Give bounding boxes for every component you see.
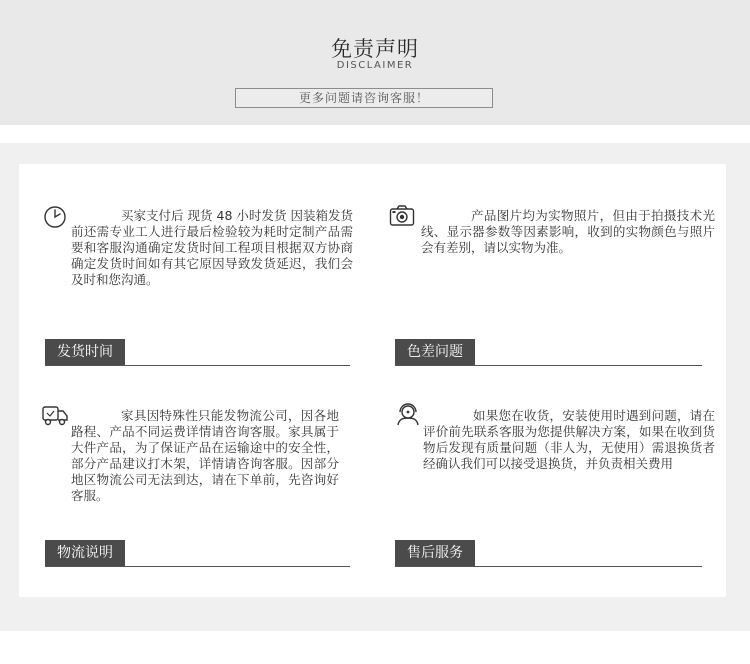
camera-icon xyxy=(389,204,415,228)
disclaimer-card xyxy=(19,164,726,597)
section-text: 买家支付后 现货 48 小时发货 因装箱发货前还需专业工人进行最后检验较为耗时定制产品需要和客服沟通确定发货时间工程项目根据双方协商确定发货时间如有其它原因导致发货延迟，我们会及时和您沟通。 xyxy=(71,208,353,287)
support-agent-icon xyxy=(395,402,421,426)
section-text: 家具因特殊性只能发物流公司，因各地路程、产品不同运费详情请咨询客服。家具属于大件产品，为了保证产品在运输途中的安全性，部分产品建议打木架，详情请咨询客服。因部分地区物流公司无法到达，请在下单前，先咨询好客服。 xyxy=(71,408,339,503)
section-tag: 色差问题 xyxy=(395,339,475,366)
section-tag: 物流说明 xyxy=(45,540,125,567)
page-subtitle: DISCLAIMER xyxy=(336,60,414,71)
section-text: 产品图片均为实物照片，但由于拍摄技术光线、显示器参数等因素影响，收到的实物颜色与照片会有差别，请以实物为准。 xyxy=(421,208,715,255)
divider xyxy=(395,566,702,567)
truck-icon xyxy=(41,403,69,427)
customer-service-notice: 更多问题请咨询客服！ xyxy=(235,88,493,108)
header-banner xyxy=(0,0,750,125)
section-tag: 发货时间 xyxy=(45,339,125,366)
page-title: 免责声明 xyxy=(331,37,419,61)
section-text: 如果您在收货，安装使用时遇到问题，请在评价前先联系客服为您提供解决方案，如果在收到货物后发现有质量问题（非人为，无使用）需退换货者经确认我们可以接受退换货，并负责相关费用 xyxy=(423,408,715,471)
divider xyxy=(395,365,702,366)
divider xyxy=(45,566,350,567)
clock-icon xyxy=(43,205,69,229)
divider xyxy=(45,365,350,366)
disclaimer-section xyxy=(0,143,750,631)
section-tag: 售后服务 xyxy=(395,540,475,567)
